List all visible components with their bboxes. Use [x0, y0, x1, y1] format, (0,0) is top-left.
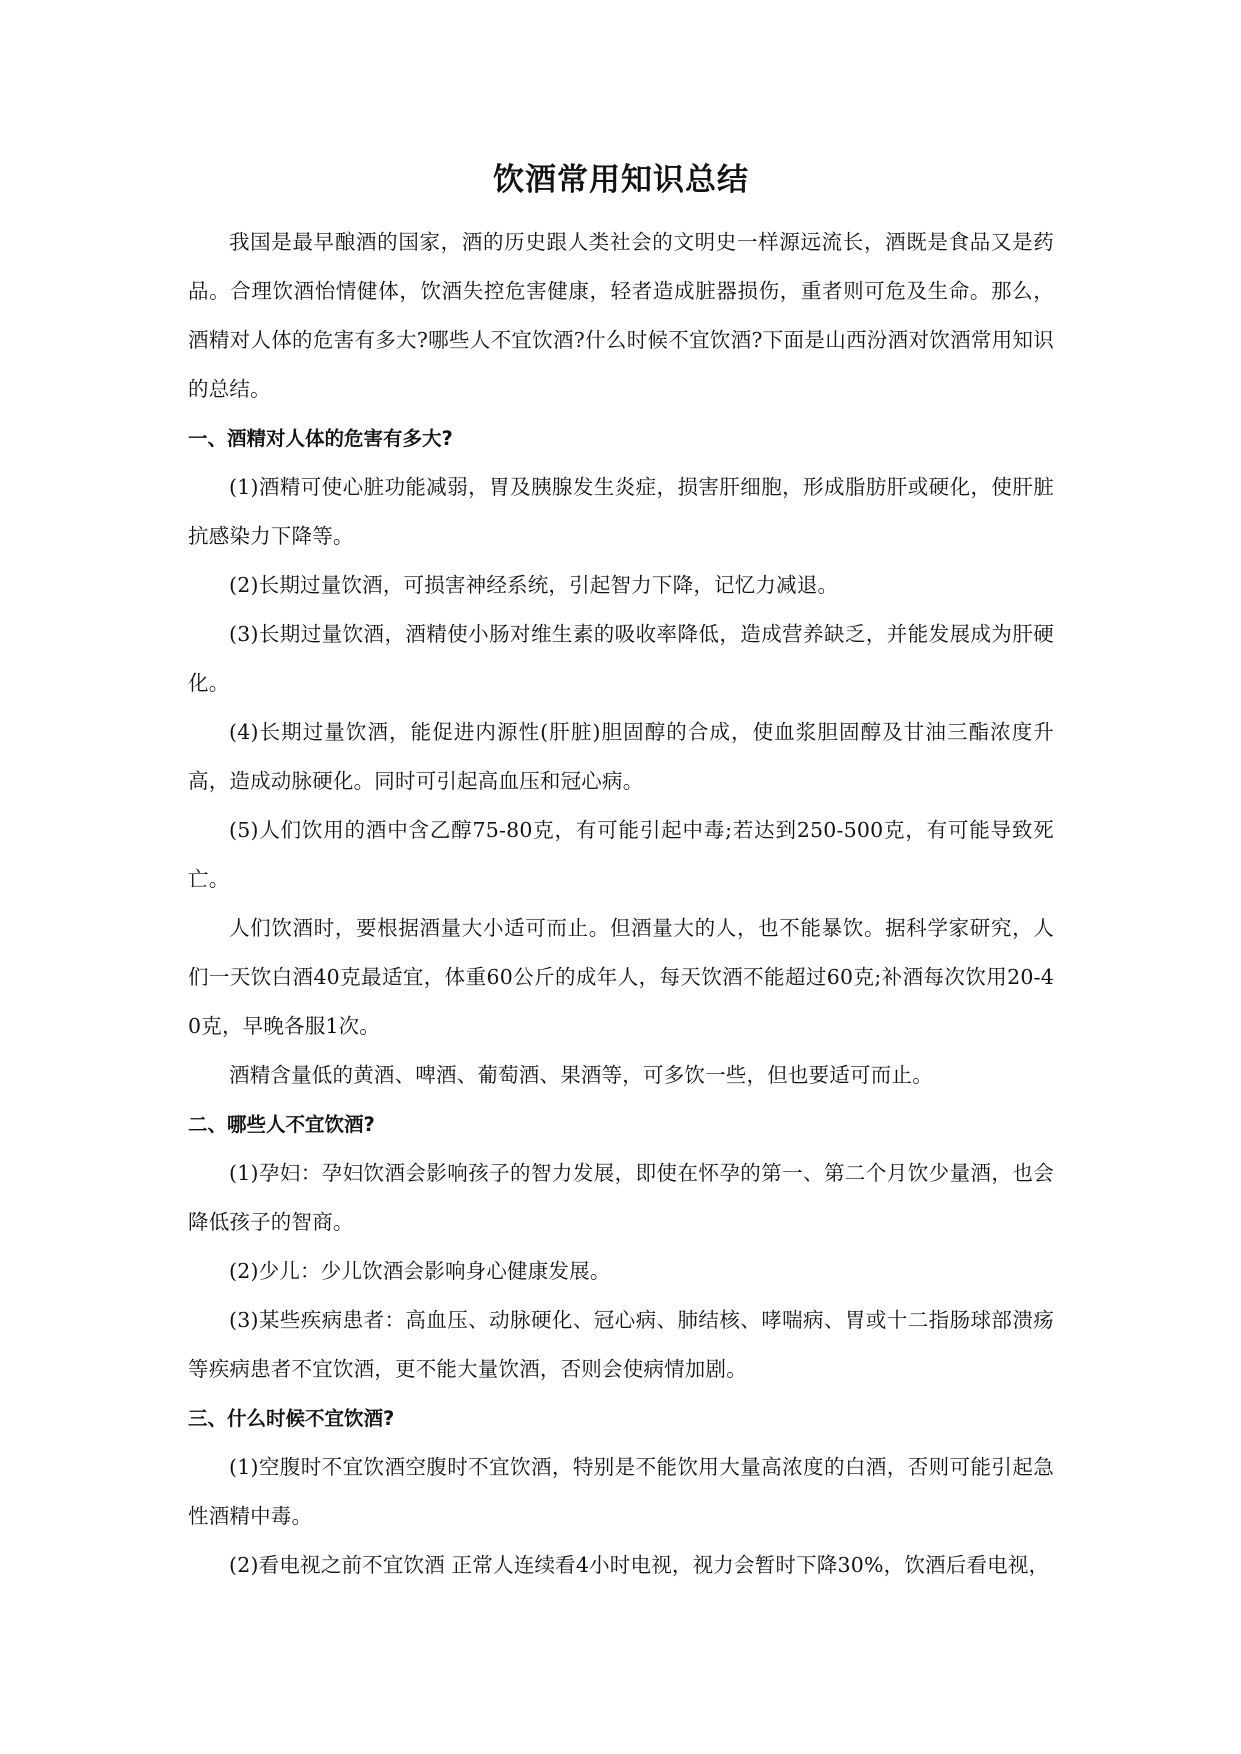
paragraph-low-alcohol: 酒精含量低的黄酒、啤酒、葡萄酒、果酒等，可多饮一些，但也要适可而止。 [229, 1063, 933, 1087]
section-heading-3: 三、什么时候不宜饮酒? [188, 1407, 395, 1430]
paragraph-people-3: (3)某些疾病患者：高血压、动脉硬化、冠心病、肺结核、哮喘病、胃或十二指肠球部溃疡等疾病患者不宜饮酒，更不能大量饮酒，否则会使病情加剧。 [188, 1308, 1054, 1381]
document-title: 饮酒常用知识总结 [493, 162, 749, 198]
paragraph-harm-5: (5)人们饮用的酒中含乙醇75-80克，有可能引起中毒;若达到250-500克，有可能导致死亡。 [188, 818, 1054, 891]
section-heading-1: 一、酒精对人体的危害有多大? [188, 427, 453, 450]
paragraph-harm-3: (3)长期过量饮酒，酒精使小肠对维生素的吸收率降低，造成营养缺乏，并能发展成为肝硬化。 [188, 622, 1054, 695]
paragraph-people-2: (2)少儿：少儿饮酒会影响身心健康发展。 [229, 1259, 611, 1283]
paragraph-amount: 人们饮酒时，要根据酒量大小适可而止。但酒量大的人，也不能暴饮。据科学家研究，人们一天饮白酒40克最适宜，体重60公斤的成年人，每天饮酒不能超过60克;补酒每次饮用20-40克，早晚各服1次。 [188, 916, 1054, 1038]
section-heading-2: 二、哪些人不宜饮酒? [188, 1113, 375, 1136]
paragraph-intro: 我国是最早酿酒的国家，酒的历史跟人类社会的文明史一样源远流长，酒既是食品又是药品。合理饮酒怡情健体，饮酒失控危害健康，轻者造成脏器损伤，重者则可危及生命。那么，酒精对人体的危害有多大?哪些人不宜饮酒?什么时候不宜饮酒?下面是山西汾酒对饮酒常用知识的总结。 [188, 230, 1054, 401]
paragraph-harm-1: (1)酒精可使心脏功能减弱，胃及胰腺发生炎症，损害肝细胞，形成脂肪肝或硬化，使肝脏抗感染力下降等。 [188, 475, 1054, 548]
paragraph-time-1: (1)空腹时不宜饮酒空腹时不宜饮酒，特别是不能饮用大量高浓度的白酒，否则可能引起急性酒精中毒。 [188, 1455, 1054, 1528]
paragraph-harm-4: (4)长期过量饮酒，能促进内源性(肝脏)胆固醇的合成，使血浆胆固醇及甘油三酯浓度升高，造成动脉硬化。同时可引起高血压和冠心病。 [188, 720, 1054, 793]
document-body [188, 218, 1054, 1590]
paragraph-time-2: (2)看电视之前不宜饮酒 正常人连续看4小时电视，视力会暂时下降30%，饮酒后看电视， [229, 1553, 1050, 1577]
paragraph-harm-2: (2)长期过量饮酒，可损害神经系统，引起智力下降，记忆力减退。 [229, 573, 839, 597]
paragraph-people-1: (1)孕妇：孕妇饮酒会影响孩子的智力发展，即使在怀孕的第一、第二个月饮少量酒，也会降低孩子的智商。 [188, 1161, 1054, 1234]
